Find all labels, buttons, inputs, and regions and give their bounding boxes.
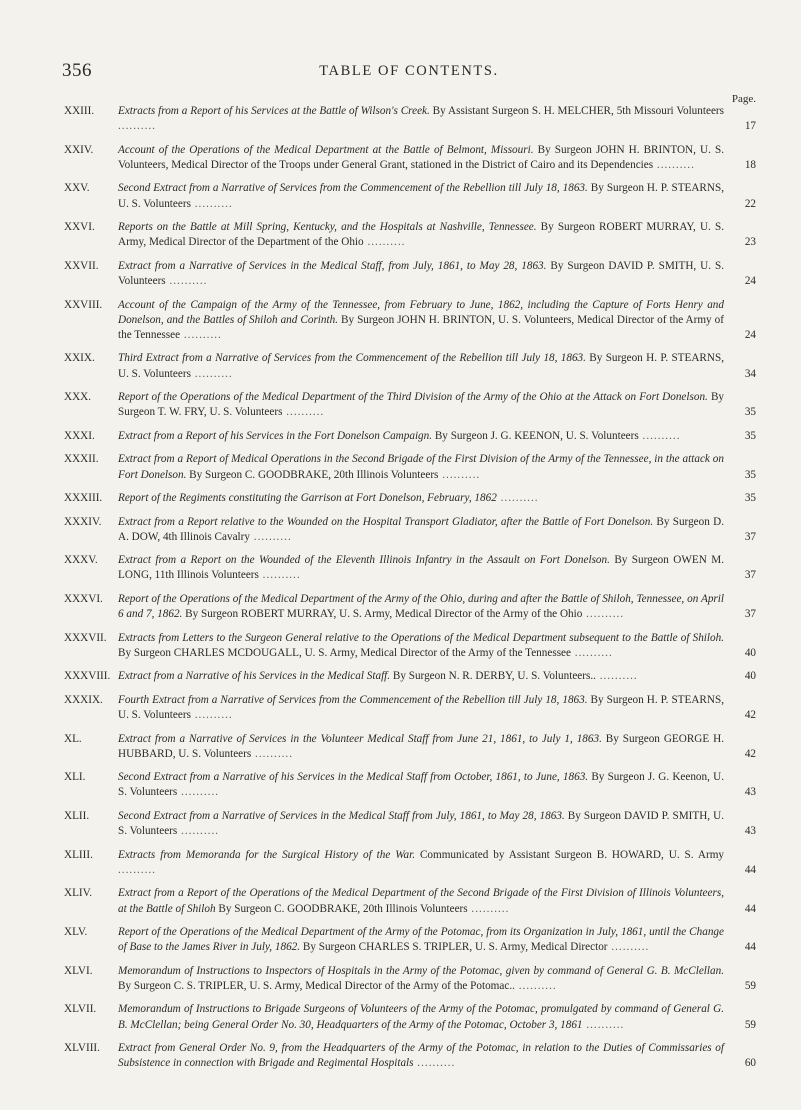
toc-entry — [64, 809, 756, 839]
entry-numeral: XL. — [64, 732, 82, 745]
dot-leader: .......... — [570, 646, 613, 659]
entry-page-number: 59 — [744, 1018, 756, 1031]
entry-numeral: XLI. — [64, 771, 86, 784]
entry-title: Extract from a Narrative of Services in the Volunteer Medical Staff from June 21, 1861, to July 1, 1863. — [118, 732, 602, 745]
dot-leader: .......... — [258, 569, 301, 582]
entry-page-number: 34 — [744, 367, 756, 380]
entry-page-number: 43 — [744, 825, 756, 838]
entry-author: By Surgeon CHARLES MCDOUGALL, U. S. Army, Medical Director of the Army of the Tennessee — [118, 646, 571, 659]
entry-numeral: XXXVI. — [64, 592, 103, 605]
entry-numeral: XXXVIII. — [64, 670, 111, 683]
entry-author: By Surgeon T. W. FRY, U. S. Volunteers — [118, 391, 724, 419]
entry-page-number: 37 — [744, 530, 756, 543]
entry-page-number: 17 — [744, 120, 756, 133]
dot-leader: .......... — [438, 468, 481, 481]
toc-entry — [64, 770, 756, 800]
entry-author: By Surgeon H. P. STEARNS, U. S. Volunteers — [118, 182, 724, 210]
toc-entry — [64, 491, 756, 506]
entry-numeral: XXXIX. — [64, 693, 103, 706]
entry-title: Second Extract from a Narrative of Services in the Medical Staff from July, 1861, to May 28, 1863. — [118, 809, 565, 822]
entry-numeral: XXXI. — [64, 429, 95, 442]
entry-author: By Surgeon CHARLES S. TRIPLER, U. S. Army, Medical Director — [300, 941, 608, 954]
toc-entry — [64, 693, 756, 723]
entry-title: Extract from a Report relative to the Wounded on the Hospital Transport Gladiator, after the Battle of Fort Donelson. — [118, 515, 654, 528]
page-column-label: Page. — [731, 93, 756, 105]
entry-author: By Surgeon H. P. STEARNS, U. S. Volunteers — [118, 352, 724, 380]
dot-leader: .......... — [413, 1057, 456, 1070]
dot-leader: .......... — [180, 328, 222, 341]
entry-numeral: XXVI. — [64, 221, 95, 234]
entry-page-number: 59 — [744, 979, 756, 992]
page-header — [62, 60, 756, 84]
entry-author: By Surgeon C. S. TRIPLER, U. S. Army, Medical Director of the Army of the Potomac.. — [118, 979, 515, 992]
toc-entry — [64, 515, 756, 545]
entry-page-number: 43 — [744, 786, 756, 799]
entry-title: Report of the Operations of the Medical Department of the Army of the Potomac, from its Organization in July, 1861, until the Change of Base to the James River in July, 1862. — [118, 926, 724, 954]
dot-leader: .......... — [249, 530, 292, 543]
toc-entry — [64, 732, 756, 762]
entry-author: By Surgeon J. G. Keenon, U. S. Volunteers — [118, 771, 725, 799]
entry-page-number: 37 — [744, 569, 756, 582]
entry-numeral: XLII. — [64, 809, 90, 822]
entry-title: Report of the Regiments constituting the Garrison at Fort Donelson, February, 1862 — [118, 492, 497, 505]
toc-entry — [64, 143, 756, 173]
dot-leader: .......... — [467, 902, 510, 915]
entry-page-number: 35 — [744, 492, 756, 505]
entry-numeral: XXIV. — [64, 143, 94, 156]
entry-author: By Surgeon N. R. DERBY, U. S. Volunteers.. — [390, 670, 596, 683]
toc-entry — [64, 848, 756, 878]
entry-page-number: 24 — [744, 275, 756, 288]
entry-title: Extract from a Report of his Services in the Fort Donelson Campaign. — [118, 429, 433, 442]
toc-entry — [64, 104, 756, 134]
entry-author: By Surgeon D. A. DOW, 4th Illinois Cavalry — [118, 515, 724, 543]
entry-page-number: 42 — [744, 709, 756, 722]
entry-title: Extracts from Letters to the Surgeon General relative to the Operations of the Medical Department subsequent to the Battle of Shiloh. — [118, 631, 724, 644]
entry-numeral: XLIII. — [64, 848, 93, 861]
entry-numeral: XXVII. — [64, 259, 99, 272]
entry-page-number: 40 — [744, 646, 756, 659]
running-title: TABLE OF CONTENTS. — [319, 63, 499, 79]
entry-page-number: 60 — [744, 1057, 756, 1070]
entry-page-number: 35 — [744, 429, 756, 442]
entry-author: By Surgeon DAVID P. SMITH, U. S. Volunteers — [118, 259, 724, 288]
entry-numeral: XLVII. — [64, 1003, 97, 1016]
entry-numeral: XLIV. — [64, 887, 93, 900]
entry-numeral: XXIX. — [64, 352, 95, 365]
dot-leader: .......... — [653, 158, 695, 171]
entry-numeral: XXV. — [64, 182, 90, 195]
entry-title: Account of the Campaign of the Army of the Tennessee, from February to June, 1862, including the Capture of Forts Henry and Donelson, and the Battles of Shiloh and Corinth. — [118, 298, 724, 326]
toc-entry — [64, 592, 756, 622]
dot-leader: .......... — [363, 236, 406, 249]
entry-numeral: XXXII. — [64, 453, 99, 466]
toc-entry — [64, 390, 756, 420]
entry-title: Second Extract from a Narrative of his Services in the Medical Staff from October, 1861, to June, 1863. — [118, 771, 589, 784]
entry-page-number: 23 — [744, 236, 756, 249]
toc-entry — [64, 925, 756, 955]
entry-numeral: XXX. — [64, 391, 92, 404]
entry-title: Memorandum of Instructions to Brigade Surgeons of Volunteers of the Army of the Potomac, promulgated by command of General G. B. McClellan; being General Order No. 30, Headquarters of the Army of the Potomac, October 3, 1861 — [118, 1003, 724, 1031]
entry-page-number: 44 — [744, 902, 756, 915]
entry-numeral: XXVIII. — [64, 298, 103, 311]
entry-title: Memorandum of Instructions to Inspectors of Hospitals in the Army of the Potomac, given by command of General G. B. McClellan. — [118, 964, 724, 977]
entry-author: By Surgeon ROBERT MURRAY, U. S. Army, Medical Director of the Army of the Ohio — [182, 608, 583, 621]
entry-title: Second Extract from a Narrative of Services from the Commencement of the Rebellion till July 18, 1863. — [118, 182, 588, 195]
dot-leader: .......... — [496, 492, 539, 505]
entry-numeral: XLVI. — [64, 964, 93, 977]
dot-leader: .......... — [118, 863, 156, 876]
entry-title: Third Extract from a Narrative of Services from the Commencement of the Rebellion till July 18, 1863. — [118, 352, 586, 365]
dot-leader: .......... — [251, 747, 293, 760]
entry-numeral: XLV. — [64, 926, 88, 939]
entry-page-number: 42 — [744, 747, 756, 760]
dot-leader: .......... — [177, 786, 220, 799]
toc-entry — [64, 181, 756, 211]
entry-numeral: XLVIII. — [64, 1042, 100, 1055]
entry-page-number: 18 — [744, 158, 756, 171]
dot-leader: .......... — [118, 120, 156, 133]
entry-title: Extract from a Narrative of Services in the Medical Staff, from July, 1861, to May 28, 1863. — [118, 259, 547, 272]
entry-author: By Assistant Surgeon S. H. MELCHER, 5th Missouri Volunteers — [429, 105, 724, 117]
entry-title: Report of the Operations of the Medical Department of the Third Division of the Army of the Ohio at the Attack on Fort Donelson. — [118, 391, 708, 404]
entry-author: By Surgeon DAVID P. SMITH, U. S. Volunteers — [118, 809, 724, 838]
toc-entry — [64, 886, 756, 916]
entry-title: Extracts from a Report of his Services at the Battle of Wilson's Creek. — [118, 105, 430, 117]
entry-page-number: 37 — [744, 608, 756, 621]
toc-entry — [64, 298, 756, 344]
dot-leader: .......... — [165, 275, 208, 288]
entry-title: Extract from a Report of Medical Operations in the Second Brigade of the First Division of the Army of the Tennessee, in the attack on Fort Donelson. — [118, 453, 724, 481]
toc-entry — [64, 964, 756, 994]
entry-author: By Surgeon OWEN M. LONG, 11th Illinois Volunteers — [118, 554, 724, 582]
contents-list — [64, 104, 756, 1072]
dot-leader: .......... — [638, 429, 681, 442]
entry-author: By Surgeon C. GOODBRAKE, 20th Illinois Volunteers — [215, 902, 468, 915]
toc-entry — [64, 669, 756, 684]
entry-author: By Surgeon H. P. STEARNS, U. S. Volunteers — [118, 693, 724, 722]
entry-page-number: 44 — [744, 863, 756, 876]
entry-page-number: 35 — [744, 406, 756, 419]
entry-title: Extract from a Report on the Wounded of the Eleventh Illinois Infantry in the Assault on Fort Donelson. — [118, 554, 610, 567]
dot-leader: .......... — [595, 670, 638, 683]
entry-page-number: 35 — [744, 468, 756, 481]
toc-entry — [64, 259, 756, 289]
dot-leader: .......... — [514, 979, 557, 992]
dot-leader: .......... — [190, 709, 233, 722]
dot-leader: .......... — [190, 197, 233, 210]
entry-title: Extracts from Memoranda for the Surgical History of the War. — [118, 848, 416, 861]
entry-author: By Surgeon C. GOODBRAKE, 20th Illinois Volunteers — [186, 468, 439, 481]
entry-title: Account of the Operations of the Medical Department at the Battle of Belmont, Missouri. — [118, 143, 534, 156]
entry-title: Extract from a Report of the Operations of the Medical Department of the Second Brigade of the First Division of Illinois Volunteers, at the Battle of Shiloh — [118, 887, 724, 915]
toc-entry — [64, 351, 756, 381]
page-number: 356 — [62, 60, 92, 81]
entry-page-number: 22 — [744, 197, 756, 210]
entry-title: Report of the Operations of the Medical Department of the Army of the Ohio, during and after the Battle of Shiloh, Tennessee, on April 6 and 7, 1862. — [118, 592, 724, 621]
toc-entry — [64, 429, 756, 444]
toc-entry — [64, 553, 756, 583]
dot-leader: .......... — [190, 367, 233, 380]
entry-numeral: XXXV. — [64, 554, 98, 567]
toc-entry — [64, 452, 756, 482]
entry-author: By Surgeon ROBERT MURRAY, U. S. Army, Medical Director of the Department of the Ohio — [118, 221, 724, 249]
dot-leader: .......... — [582, 1018, 625, 1031]
dot-leader: .......... — [607, 941, 650, 954]
entry-numeral: XXXVII. — [64, 631, 107, 644]
entry-numeral: XXIII. — [64, 105, 95, 117]
entry-author: By Surgeon GEORGE H. HUBBARD, U. S. Volunteers — [118, 732, 725, 760]
entry-numeral: XXXIV. — [64, 515, 102, 528]
entry-title: Fourth Extract from a Narrative of Services from the Commencement of the Rebellion till July 18, 1863. — [118, 693, 588, 706]
entry-page-number: 24 — [744, 328, 756, 341]
dot-leader: .......... — [177, 825, 220, 838]
entry-numeral: XXXIII. — [64, 492, 103, 505]
entry-title: Reports on the Battle at Mill Spring, Kentucky, and the Hospitals at Nashville, Tennessee. — [118, 221, 537, 234]
entry-author: By Surgeon JOHN H. BRINTON, U. S. Volunteers, Medical Director of the Troops under General Grant, stationed in the District of Cairo and its Dependencies — [118, 143, 724, 171]
dot-leader: .......... — [582, 608, 625, 621]
entry-author: By Surgeon JOHN H. BRINTON, U. S. Volunteers, Medical Director of the Army of the Tennessee — [118, 313, 724, 341]
entry-author: Communicated by Assistant Surgeon B. HOWARD, U. S. Army — [415, 848, 724, 861]
entry-title: Extract from General Order No. 9, from the Headquarters of the Army of the Potomac, in relation to the Duties of Commissaries of Subsistence in connection with Brigade and Regimental Hospitals — [118, 1042, 724, 1070]
entry-page-number: 44 — [744, 941, 756, 954]
toc-entry — [64, 1002, 756, 1032]
toc-entry — [64, 1041, 756, 1071]
entry-title: Extract from a Narrative of his Services in the Medical Staff. — [118, 670, 391, 683]
entry-page-number: 40 — [744, 670, 756, 683]
toc-entry — [64, 220, 756, 250]
toc-entry — [64, 631, 756, 661]
dot-leader: .......... — [282, 406, 325, 419]
entry-author: By Surgeon J. G. KEENON, U. S. Volunteers — [432, 429, 639, 442]
